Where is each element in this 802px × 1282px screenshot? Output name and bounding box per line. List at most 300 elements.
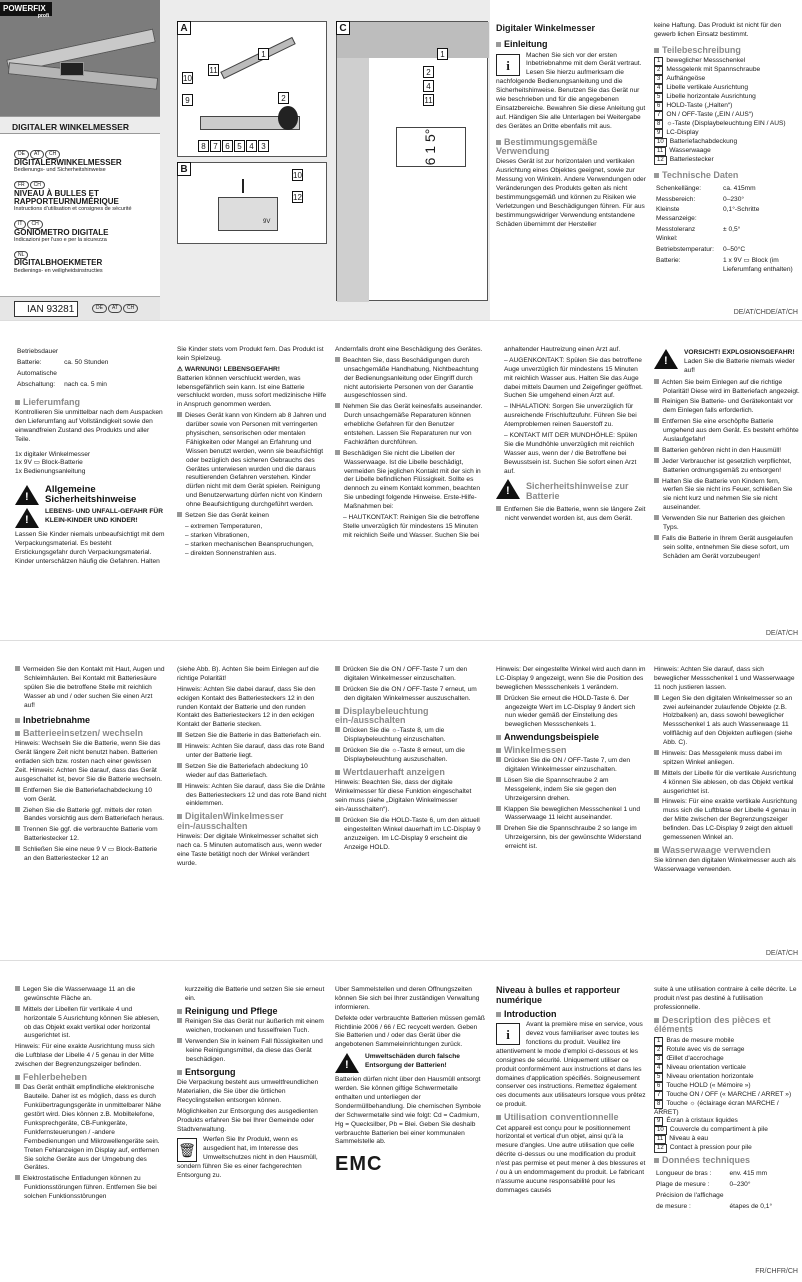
- figure-c-label: C: [336, 21, 350, 35]
- bullet-icon: [177, 763, 182, 768]
- bullet-icon: [177, 1018, 182, 1023]
- bullet-icon: [654, 515, 659, 520]
- teile-item: [654, 102, 802, 111]
- p3-c3d: Drücken Sie die HOLD-Taste 6, um den aktuell eingestellten Winkel dauerhaft im LC-Display 9 anzuzeigen. Im LC-Display 9 erscheint die Anzeige HOLD.: [335, 817, 485, 853]
- p2-c4a: anhaltender Hautreizung einen Arzt auf.: [504, 346, 621, 353]
- p1-col2: [654, 22, 802, 312]
- lang-badges-fr: FR CH: [14, 181, 154, 190]
- bullet-icon: [654, 418, 659, 423]
- part-number: 1: [654, 1037, 663, 1046]
- part-number: 8: [654, 120, 663, 129]
- part-number: 3: [654, 75, 663, 84]
- p2-lief-item: 1x digitaler Winkelmesser: [15, 450, 91, 458]
- warning-icon: [654, 349, 678, 369]
- bullet-icon: [654, 398, 659, 403]
- lang-badges-it: IT CH: [14, 220, 154, 229]
- part-label: Touche HOLD (« Mémoire »): [666, 1081, 751, 1089]
- figure-a-num-9: 9: [182, 94, 193, 106]
- p4-c1a-list: [15, 986, 165, 1041]
- p3-c4b: Drücken Sie erneut die HOLD-Taste 6. Der angezeigte Wert im LC-Display 9 ändert sich nun wieder gemäß der Einstellung des beweglichen Messschenkels 1.: [496, 695, 646, 731]
- p3-col1: [15, 666, 165, 951]
- spec-value: étapes de 0,1°: [729, 1202, 773, 1210]
- p2-c5-list: [654, 379, 800, 562]
- p3-c5b-list: [654, 695, 800, 843]
- teile-item: [654, 57, 802, 66]
- bullet-icon: [177, 743, 182, 748]
- bullet-item: Drücken Sie die ON / OFF-Taste 7, um den digitalen Winkelmesser einzuschalten.: [496, 757, 646, 775]
- p3-col2: [177, 666, 327, 951]
- part-number: 1: [654, 57, 663, 66]
- page-band-2: [0, 320, 802, 640]
- part-label: Niveau à eau: [669, 1135, 709, 1143]
- bullet-icon: [177, 1038, 182, 1043]
- p2-col4: [496, 346, 646, 631]
- figure-a-num-8: 8: [198, 140, 209, 152]
- part-label: Niveau orientation verticale: [666, 1063, 746, 1071]
- bullet-icon: [15, 846, 20, 851]
- display-image: [60, 62, 84, 76]
- spec-key: Betriebstemperatur:: [656, 246, 714, 253]
- bullet-item: Drücken Sie die ☼-Taste 8 erneut, um die Displaybeleuchtung auszuschalten.: [335, 747, 485, 765]
- part-label: Rotule avec vis de serrage: [666, 1045, 745, 1053]
- desc-item: [654, 1091, 800, 1100]
- bullet-item: Hinweis: Für eine exakte vertikale Ausrichtung muss sich die Luftblase der Libelle 4 genau in der Mitte zwischen der Begrenzungszeiger befinden. Das LC-Display 9 zeigt den aktuell gemessenen Winkel an.: [654, 798, 800, 842]
- teile-item: [654, 66, 802, 75]
- bullet-item: Hinweis: Achten Sie darauf, dass Sie die Drähte des Batteriesteckers 12 und das rote Band nicht einklemmen.: [177, 783, 327, 810]
- desc-item: [654, 1135, 800, 1144]
- bullet-item: Legen Sie den digitalen Winkelmesser so an zwei aufeinander zulaufende Objekte (z.B. Holzbalken) an, dass sowohl beweglicher Messschenkel 1 als auch Wasserwaage 11 vollflächig auf den Objekten aufliegen (siehe Abb. C).: [654, 695, 800, 748]
- part-label: Touche ☼ (éclairage écran MARCHE / ARRET): [654, 1099, 779, 1116]
- p4-fr-title: Niveau à bulles et rapporteur numérique: [496, 986, 621, 1005]
- p2-c2d: Setzen Sie das Gerät keinen: [177, 512, 327, 521]
- p4-col1: [15, 986, 165, 1271]
- bullet-icon: [654, 750, 659, 755]
- figure-b-num-10: 10: [293, 171, 302, 180]
- spec-value: env. 415 mm: [729, 1169, 768, 1177]
- figure-a-num-6: 6: [222, 140, 233, 152]
- figure-a-num-5: 5: [234, 140, 245, 152]
- desc-item: [654, 1055, 800, 1064]
- cover-sub-fr: Instructions d'utilisation et consignes de sécurité: [14, 206, 132, 213]
- spec-value: [64, 348, 112, 357]
- bullet-item: Trennen Sie ggf. die verbrauchte Batterie vom Batteriestecker 12.: [15, 826, 165, 844]
- bullet-icon: [654, 379, 659, 384]
- part-label: Aufhängeöse: [666, 75, 706, 83]
- desc-item: [654, 1046, 800, 1055]
- figure-a-num-7: 7: [210, 140, 221, 152]
- part-label: HOLD-Taste („Halten“): [666, 102, 733, 110]
- p1-col1: [496, 22, 646, 312]
- p4-c3-heading: ! Umweltschäden durch falsche Entsorgung der Batterien!: [335, 1053, 485, 1073]
- bullet-item: Elektrostatische Entladungen können zu Funktionsstörungen führen. Entfernen Sie bei solchen Funktionsstörungen: [15, 1175, 165, 1202]
- p1-best-text: Dieses Gerät ist zur horizontalen und vertikalen Ausrichtung eines Objektes geeignet, sowie zur Messung von Winkeln. Andere Verwendungen oder Veränderungen des Produkts gelten als nicht bestimmungsgemäß und können zu Risiken wie Verletzungen und Beschädigungen führen. Für aus bestimmungswidriger Verwendung entstandene Schäden übernimmt der Hersteller: [496, 158, 646, 228]
- p4-rein-heading: Reinigung und Pflege: [177, 1007, 327, 1016]
- part-number: 4: [654, 84, 663, 93]
- p1-cont-text: keine Haftung. Das Produkt ist nicht für den gewerb lichen Einsatz bestimmt.: [654, 22, 782, 38]
- bullet-item: Reinigen Sie das Gerät nur äußerlich mit einem weichen, trockenen und fusselfreien Tuch.: [177, 1018, 327, 1036]
- bullet-item: Lösen Sie die Spannschraube 2 am Messgelenk, indem Sie sie gegen den Uhrzeigersinn drehen.: [496, 777, 646, 804]
- teile-item: [654, 75, 802, 84]
- p4-c1b: Hinweis: Für eine exakte Ausrichtung muss sich die Luftblase der Libelle 4 / 5 genau in der Mitte zwischen der Begrenzungszeiger befinden.: [15, 1043, 155, 1069]
- part-number: 10: [654, 1126, 667, 1135]
- part-number: 5: [654, 1073, 663, 1082]
- p3-bat-heading: Batterieeinsetzen/ wechseln: [15, 729, 165, 738]
- p4-intro-heading: Introduction: [496, 1010, 646, 1019]
- figure-c-post: [337, 58, 369, 302]
- part-number: 6: [654, 1082, 663, 1091]
- p3-anw-heading: Anwendungsbeispiele: [496, 733, 646, 742]
- bullet-item: Reinigen Sie Batterie- und Gerätekontakt vor dem Einlegen falls erforderlich.: [654, 398, 800, 416]
- bullet-icon: [654, 798, 659, 803]
- lang-badges-de: DE AT CH: [14, 150, 154, 159]
- p3-wert-heading: Wertdauerhaft anzeigen: [335, 768, 485, 777]
- p1-footer: DE/AT/CHDE/AT/CH: [733, 309, 798, 316]
- cover-title-nl: DIGITALBHOEKMETER: [14, 258, 103, 268]
- p2-lief-heading: Lieferumfang: [15, 398, 165, 407]
- part-number: 11: [654, 1135, 666, 1144]
- bullet-icon: [15, 1175, 20, 1180]
- bullet-item: Halten Sie die Batterie von Kindern fern, werfen Sie sie nicht ins Feuer, schließen Sie sie nicht kurz und nehmen Sie sie nicht auseinander.: [654, 478, 800, 514]
- p4-c2e: Werfen Sie Ihr Produkt, wenn es ausgedient hat, im Interesse des Umweltschutzes nicht in den Hausmüll, sondern führen Sie es einer fachgerechten Entsorgung zu.: [177, 1136, 318, 1180]
- spec-key: Messtoleranz Winkel:: [656, 226, 696, 243]
- desc-item: [654, 1100, 800, 1118]
- spec-key: de mesure :: [656, 1202, 691, 1210]
- teile-item: [654, 156, 802, 165]
- part-label: Messgelenk mit Spannschraube: [666, 66, 761, 74]
- info-icon: i: [496, 1023, 520, 1045]
- p3-c1b: Hinweis: Wechseln Sie die Batterie, wenn Sie das Gerät längere Zeit nicht benutzt haben. Batterien entladen sich bzw. rosten nach einer gewissen Zeit. Hinweis: Achten Sie darauf, dass das Gerät ausgeschaltet ist, bevor Sie die Batterie wechseln.: [15, 740, 162, 783]
- p4-c2b-list: [177, 1018, 327, 1064]
- bullet-item: Ziehen Sie die Batterie ggf. mittels der roten Bandes vorsichtig aus dem Batteriefach heraus.: [15, 807, 165, 825]
- bullet-icon: [15, 807, 20, 812]
- p3-c2d: Hinweis: Der digitale Winkelmesser schaltet sich nach ca. 5 Minuten automatisch aus, wenn weder eine Taste betätigt noch der Winkel verändert wurde.: [177, 833, 322, 867]
- spec-row: [656, 196, 800, 205]
- teile-list: [654, 57, 802, 165]
- part-label: Libelle vertikale Ausrichtung: [666, 84, 749, 92]
- cover-title-it: GONIOMETRO DIGITALE: [14, 227, 109, 237]
- spec-value: ± 0,5°: [723, 226, 741, 234]
- p2-w1: ! LEBENS- UND UNFALL-GEFAHR FÜR KLEIN-KINDER UND KINDER!: [15, 508, 165, 528]
- desc-item: [654, 1064, 800, 1073]
- bullet-item: Hinweis: Das Messgelenk muss dabei im spitzen Winkel anliegen.: [654, 750, 800, 768]
- p3-c4c-list: [496, 757, 646, 852]
- p2-c3b: Beachten Sie, dass Beschädigungen durch unsachgemäße Handhabung, Nichtbeachtung der Bedienungsanleitung oder Eingriff durch nicht autorisierte Personen von der Garantie ausgeschlossen sind.: [335, 357, 485, 401]
- bullet-item: Hinweis: Achten Sie darauf, dass das rote Band unter der Batterie liegt.: [177, 743, 327, 761]
- bullet-item: Drücken Sie die ☼-Taste 8, um die Displaybeleuchtung einzuschalten.: [335, 727, 485, 745]
- bullet-icon: [496, 806, 501, 811]
- bullet-item: Setzen Sie die Batterie in das Batteriefach ein.: [177, 732, 327, 741]
- figure-a: [177, 21, 327, 157]
- p2-col3: [335, 346, 485, 631]
- bullet-icon: [15, 787, 20, 792]
- p2-c3e: – HAUTKONTAKT: Reinigen Sie die betroffene Stelle unverzüglich für mindestens 15 Minuten mit reichlich Seife und Wasser. Suchen Sie bei: [343, 514, 480, 539]
- page-band-4: [0, 960, 802, 1282]
- bullet-icon: [335, 727, 340, 732]
- bullet-icon: [177, 783, 182, 788]
- p3-c3b-list: [335, 727, 485, 765]
- p4-c3b: Defekte oder verbrauchte Batterien müssen gemäß Richtlinie 2006 / 66 / EC recycelt werden. Geben Sie Batterien und / oder das Gerät über die angebotenen Sammeleinrichtungen zurück.: [335, 1014, 485, 1049]
- figure-b-num-12: 12: [293, 193, 302, 202]
- p3-wink-heading: Winkelmessen: [496, 746, 646, 755]
- p2-w5: ! VORSICHT! EXPLOSIONSGEFAHR! Laden Sie die Batterie niemals wieder auf!: [654, 349, 800, 376]
- figure-a-joint: [278, 106, 298, 130]
- bullet-item: Legen Sie die Wasserwaage 11 an die gewünschte Fläche an.: [15, 986, 165, 1004]
- bullet-item: Mittels der Libellen für vertikale 4 und horizontale 5 Ausrichtung können Sie ablesen, ob das Objekt exakt vertikal oder horizontal ausgerichtet ist.: [15, 1006, 165, 1042]
- spec-value: ca. 50 Stunden: [64, 358, 109, 366]
- p3-c3c: Hinweis: Beachten Sie, dass der digitale Winkelmesser für diese Funktion eingeschaltet sein muss (siehe „Digitalen Winkelmesser ein-/ausschalten“).: [335, 779, 472, 814]
- bullet-icon: [496, 825, 501, 830]
- cover-sub-nl: Bedienings- en veiligheidsinstructies: [14, 267, 103, 274]
- p4-don-heading: Données techniques: [654, 1156, 800, 1165]
- p2-warn2: ⚠ WARNUNG! LEBENSGEFAHR!: [177, 365, 280, 373]
- bullet-item: Mittels der Libelle für die vertikale Ausrichtung 4 können Sie ablesen, ob das Objekt vertikal ausgerichtet ist.: [654, 770, 800, 797]
- figure-a-num-10: 10: [183, 74, 192, 83]
- figure-a-num-11: 11: [209, 66, 218, 75]
- p4-c2a: kurzzeitig die Batterie und setzen Sie sie erneut ein.: [185, 986, 325, 1002]
- p3-c2b: Hinweis: Achten Sie dabei darauf, dass Sie den eckigen Kontakt des Batteriesteckers 12 in den runden Kontakt der Batterie und den runden Kontakt des Batteriesteckers 12 in den eckigen Kontakt der Batterie stecken.: [177, 685, 316, 729]
- info-icon: i: [496, 54, 520, 76]
- p3-c4a: Hinweis: Der eingestellte Winkel wird auch dann im LC-Display 9 angezeigt, wenn Sie die Position des beweglichen Messschenkels 1 verändern.: [496, 666, 646, 691]
- p2-c3a: Andernfalls droht eine Beschädigung des Gerätes.: [335, 346, 483, 353]
- ian-bar: [0, 296, 160, 320]
- teile-item: [654, 93, 802, 102]
- figure-c-beam-top: [337, 22, 489, 58]
- p4-c3c: Batterien dürfen nicht über den Hausmüll entsorgt werden. Sie können giftige Schwermetalle enthalten und unterliegen der Sondermüllbehandlung. Die chemischen Symbole der Schwermetalle sind wie folgt: Cd = Cadmium, Hg = Quecksilber, Pb = Blei. Geben Sie deshalb verbrauchte Batterien bei einer kommunalen Sammelstelle ab.: [335, 1076, 481, 1146]
- bullet-icon: [654, 695, 659, 700]
- spec-key: Plage de mesure :: [656, 1180, 710, 1188]
- spec-key: Abschaltung:: [17, 380, 56, 388]
- p1-teile-heading: Teilebeschreibung: [654, 46, 802, 55]
- spec-key: Batterie:: [656, 256, 681, 264]
- part-label: LC-Display: [666, 129, 699, 137]
- p4-c5a: suite à une utilisation contraire à celle décrite. Le produit n'est pas destiné à l'utilisation professionnelle.: [654, 986, 797, 1011]
- spec-key: Kleinste Messanzeige:: [656, 206, 697, 223]
- spec-row: [17, 359, 112, 368]
- spec-key: Messbereich:: [656, 195, 696, 203]
- p2-c2b: Batterien können verschluckt werden, was lebensgefährlich sein kann. Ist eine Batterie verschluckt worden, muss sofort medizinische Hilfe in Anspruch genommen werden.: [177, 374, 327, 409]
- spec-key: Automatische: [17, 369, 57, 377]
- p3-col3: [335, 666, 485, 951]
- tech-table: [654, 183, 802, 277]
- p4-col5: [654, 986, 800, 1271]
- figure-a-label: A: [177, 21, 191, 35]
- p4-ents-heading: Entsorgung: [177, 1068, 327, 1077]
- warning-icon: [335, 1053, 359, 1073]
- desc-item: [654, 1037, 800, 1046]
- part-number: 10: [654, 138, 667, 147]
- p1-tech-heading: Technische Daten: [654, 171, 802, 180]
- p1-einl-heading: Einleitung: [496, 40, 646, 49]
- bullet-item: Drücken Sie die ON / OFF-Taste 7 erneut, um den digitalen Winkelmesser auszuschalten.: [335, 686, 485, 704]
- p2-c3c: Nehmen Sie das Gerät keinesfalls auseinander. Durch unsachgemäße Reparaturen können erhebliche Gefahren für den Benutzer entstehen. Lassen Sie Reparaturen nur von Fachkräften durchführen.: [335, 403, 485, 447]
- p1-best-heading: Bestimmungsgemäße Verwendung: [496, 136, 598, 157]
- bullet-icon: [177, 732, 182, 737]
- part-number: 12: [654, 156, 667, 165]
- spec-key: Schenkellänge:: [656, 184, 702, 192]
- spec-value: ca. 415mm: [723, 184, 756, 192]
- language-list: [14, 150, 154, 281]
- p1-title: Digitaler Winkelmesser: [496, 23, 595, 33]
- p3-col5: [654, 666, 800, 951]
- p4-footer: FR/CHFR/CH: [755, 1268, 798, 1275]
- battery-image: 9V: [218, 197, 278, 231]
- p2-c2d-item: – direkten Sonnenstrahlen aus.: [185, 549, 277, 557]
- spec-row: [17, 370, 112, 379]
- cover-sub-it: Indicazioni per l'uso e per la sicurezza: [14, 237, 107, 244]
- p2-c4c: – INHALATION: Sorgen Sie unverzüglich für ausreichende Frischluftzufuhr. Führen Sie bei Atemproblemen reinen Sauerstoff zu.: [504, 403, 637, 429]
- p2-lief-item: 1x Bedienungsanleitung: [15, 468, 86, 476]
- spec-key: Betriebsdauer: [17, 348, 59, 355]
- desc-item: [654, 1144, 800, 1153]
- bullet-icon: [15, 826, 20, 831]
- p2-w1-text: Lassen Sie Kinder niemals unbeaufsichtigt mit dem Verpackungsmaterial. Es besteht Erstickungsgefahr durch Verpackungsmaterial. Kinder unterschätzen häufig die Gefahren. Halten: [15, 531, 165, 565]
- figure-c-num-11: 11: [424, 96, 433, 105]
- spec-key: Longueur de bras :: [656, 1169, 712, 1177]
- p2-top-table: [15, 346, 114, 392]
- part-label: Œillet d'accrochage: [666, 1054, 724, 1062]
- bullet-item: Verwenden Sie nur Batterien des gleichen Typs.: [654, 515, 800, 533]
- bullet-item: Drücken Sie die ON / OFF-Taste 7 um den digitalen Winkelmesser einzuschalten.: [335, 666, 485, 684]
- p2-sich-heading: ! Allgemeine Sicherheitshinweise: [15, 485, 165, 505]
- spec-value: 0–50°C: [723, 246, 746, 253]
- bullet-item: Achten Sie beim Einlegen auf die richtige Polarität! Diese wird im Batteriefach angezeigt.: [654, 379, 800, 397]
- figure-a-num-2: 2: [278, 92, 289, 104]
- brand-logo: POWERFIX profi: [0, 2, 52, 16]
- p2-lief-text: Kontrollieren Sie unmittelbar nach dem Auspacken den Lieferumfang auf Vollständigkeit sowie den einwandfreien Zustand des Produkts und aller Teile.: [15, 409, 163, 443]
- part-number: 3: [654, 1055, 663, 1064]
- p3-c2c-list: [177, 732, 327, 809]
- bullet-icon: [654, 447, 659, 452]
- bullet-icon: [335, 747, 340, 752]
- page-band-1: [0, 0, 802, 320]
- product-title: DIGITALER WINKELMESSER: [0, 116, 160, 134]
- cover-title-fr-a: NIVEAU À BULLES ET: [14, 188, 99, 198]
- part-label: Couvercle du compartiment à pile: [669, 1126, 768, 1134]
- bullet-item: Drehen Sie die Spannschraube 2 so lange im Uhrzeigersinn, bis der gewünschte Widerstand erreicht ist.: [496, 825, 646, 852]
- p3-col4: [496, 666, 646, 951]
- p4-c4a: Avant la première mise en service, vous devez vous familiariser avec toutes les fonctions du produit. Veuillez lire attentivement le mode d'emploi ci-dessous et les consignes de sécurité. Uniquement utiliser ce produit conformément aux instructions et dans les domaines d'application spécifiés. Soigneusement conserver ces instructions. Remettez également ces documents aux utilisateurs lorsque vous prêtez ce produit.: [496, 1021, 646, 1109]
- teile-item: [654, 120, 802, 129]
- p4-c2c: Die Verpackung besteht aus umweltfreundlichen Materialien, die Sie über die örtlichen Recyclingstellen entsorgen können.: [177, 1079, 319, 1104]
- p2-c2d-item: – starken Vibrationen,: [185, 531, 250, 539]
- teile-item: [654, 129, 802, 138]
- bullet-item: Setzen Sie die Batteriefach abdeckung 10 wieder auf das Batteriefach.: [177, 763, 327, 781]
- bullet-icon: [15, 1084, 20, 1089]
- p2-c4d: – KONTAKT MIT DER MUNDHÖHLE: Spülen Sie die Mundhöhle unverzüglich mit reichlich Wasser aus, wenn der / die Betroffene bei Bewusstsein ist. Suchen Sie sofort einen Arzt auf.: [504, 432, 638, 475]
- part-label: Bras de mesure mobile: [666, 1036, 735, 1044]
- p4-fehl-heading: Fehlerbeheben: [15, 1073, 165, 1082]
- part-label: Batteriefachabdeckung: [669, 138, 738, 146]
- part-label: Touche ON / OFF (« MARCHE / ARRET »): [666, 1090, 792, 1098]
- figure-a-num-row: [198, 140, 269, 152]
- spec-key: Batterie:: [17, 358, 42, 366]
- bullet-item: Schließen Sie eine neue 9 V ▭ Block-Batterie an den Batteriestecker 12 an: [15, 846, 165, 864]
- bullet-item: Jeder Verbraucher ist gesetzlich verpflichtet, Batterien ordnungsgemäß zu entsorgen!: [654, 458, 800, 476]
- p3-wass-heading: Wasserwaage verwenden: [654, 846, 800, 855]
- part-number: 6: [654, 102, 663, 111]
- bullet-item: Batterien gehören nicht in den Hausmüll!: [654, 447, 800, 456]
- cover-sub-de: Bedienungs- und Sicherheitshinweise: [14, 167, 106, 174]
- spec-value: 0,1°-Schritte: [723, 206, 760, 214]
- p2-c2a: Sie Kinder stets vom Produkt fern. Das Produkt ist kein Spielzeug.: [177, 346, 324, 362]
- p4-c3a: Über Sammelstellen und deren Öffnungszeiten können Sie sich bei Ihrer zuständigen Verwaltung informieren.: [335, 986, 480, 1011]
- part-number: 7: [654, 1091, 663, 1100]
- spec-value: [729, 1192, 776, 1201]
- p2-c2c: Dieses Gerät kann von Kindern ab 8 Jahren und darüber sowie von Personen mit verringerten physischen, sensorischen oder mentalen Fähigkeiten oder Mangel an Erfahrung und Wissen benutzt werden, wenn sie beaufsichtigt oder bezüglich des sicheren Gebrauchs des Gerätes unterwiesen wurden und die daraus resultierenden Gefahren verstehen. Kinder dürfen nicht mit dem Gerät spielen. Reinigung und Benutzerwartung dürfen nicht von Kindern ohne Beaufsichtigung durchgeführt werden.: [177, 412, 327, 510]
- spec-row: [656, 246, 800, 255]
- p2-footer: DE/AT/CH: [765, 630, 798, 637]
- bullet-item: Entfernen Sie die Batteriefachabdeckung 10 vom Gerät.: [15, 787, 165, 805]
- p2-c3d: Beschädigen Sie nicht die Libellen der Wasserwaage. Ist die Libelle beschädigt, vermeiden Sie jeglichen Kontakt mit der sich in der Libelle befindlichen Flüssigkeit. Sollte es dennoch zu einem Kontakt kommen, beachten Sie unbedingt folgende Hinweise. Erste-Hilfe-Maßnahmen bei:: [335, 450, 485, 512]
- part-number: 5: [654, 93, 663, 102]
- spec-key: Précision de l'affichage: [656, 1191, 724, 1199]
- p2-c2d-item: – extremen Temperaturen,: [185, 522, 263, 530]
- bullet-item: Falls die Batterie in Ihrem Gerät ausgelaufen sein sollte, entnehmen Sie diese sofort, um Schäden am Gerät vorzubeugen!: [654, 535, 800, 562]
- part-label: Niveau orientation horizontale: [666, 1072, 754, 1080]
- teile-item: [654, 138, 802, 147]
- desc-item: [654, 1073, 800, 1082]
- spec-row: [656, 1181, 776, 1190]
- warning-icon: [15, 508, 39, 528]
- spec-value: [64, 370, 112, 379]
- p2-lief-item: 1x 9V ▭ Block-Batterie: [15, 459, 83, 467]
- bullet-icon: [335, 686, 340, 691]
- p4-c4b: Cet appareil est conçu pour le positionnement horizontal et vertical d'un objet, ainsi qu'à la mesure d'angles. Une autre utilisation que celle décrite ci-dessus ou une modification du produit n'est pas permise et peut mener à des blessures et / ou à un endommagement du produit. Le fabricant n'assume aucune responsabilité pour les dommages causés: [496, 1124, 646, 1194]
- part-label: ON / OFF-Taste („EIN / AUS“): [666, 111, 754, 119]
- emc-logo: EMC: [335, 1153, 383, 1176]
- spec-row: [656, 185, 800, 194]
- bullet-icon: [496, 777, 501, 782]
- wheelie-bin-icon: 🗑: [177, 1138, 197, 1162]
- part-number: 2: [654, 1046, 663, 1055]
- warning-icon: [496, 479, 520, 499]
- p3-c5c: Sie können den digitalen Winkelmesser auch als Wasserwaage verwenden.: [654, 857, 796, 874]
- teile-item: [654, 84, 802, 93]
- teile-item: [654, 147, 802, 156]
- figure-a-num-4: 4: [246, 140, 257, 152]
- part-label: Wasserwaage: [669, 147, 711, 155]
- p2-c4b: – AUGENKONTAKT: Spülen Sie das betroffene Auge unverzüglich für mindestens 15 Minuten mit reichlich Wasser aus. Halten Sie das Auge dabei mittels Daumen und Zeigefinger geöffnet. Suchen Sie umgehend einen Arzt auf.: [504, 356, 643, 400]
- figure-c-num-4: 4: [423, 80, 434, 92]
- p3-inb-heading: Inbetriebnahme: [15, 716, 165, 725]
- part-number: 8: [654, 1100, 663, 1109]
- cover-panel: [0, 0, 160, 320]
- bullet-icon: [15, 1006, 20, 1011]
- spec-value: 0–230°: [729, 1180, 751, 1188]
- figure-c-num-2: 2: [423, 66, 434, 78]
- part-number: 12: [654, 1144, 667, 1153]
- p2-col2: [177, 346, 327, 631]
- p3-c1c-list: [15, 787, 165, 864]
- bullet-item: Das Gerät enthält empfindliche elektronische Bauteile. Daher ist es möglich, dass es durch Funkübertragungsgeräte in unmittelbarer Nähe gestört wird. Dies können z.B. Mobiltelefone, Funksprechgeräte, CB-Funkgeräte, Funkfernsteuerungen / -andere Fernbedienungen und Mikrowellengeräte sein. Treten Fehlanzeigen im Display auf, entfernen Sie solche Geräte aus der Umgebung des Gerätes.: [15, 1084, 165, 1173]
- p2-c2d-item: – starken mechanischen Beanspruchungen,: [185, 540, 314, 548]
- p4-col2: [177, 986, 327, 1271]
- part-label: Batteriestecker: [669, 156, 714, 164]
- bullet-icon: [15, 986, 20, 991]
- p3-c5a: Hinweis: Achten Sie darauf, dass sich beweglicher Messschenkel 1 und Wasserwaage 11 noch justieren lassen.: [654, 666, 795, 691]
- p2-c4e: Entfernen Sie die Batterie, wenn sie längere Zeit nicht verwendet worden ist, aus dem Gerät.: [496, 506, 646, 524]
- p3-dig-heading: DigitalenWinkelmesser ein-/ausschalten: [177, 811, 284, 831]
- figures-panel: [160, 0, 490, 320]
- p4-col4: [496, 986, 646, 1271]
- p2-col5: [654, 346, 800, 631]
- ian-number: IAN 93281: [14, 301, 78, 317]
- bullet-item: Klappen Sie beweglichen Messschenkel 1 und Wasserwaage 11 leicht auseinander.: [496, 806, 646, 824]
- part-number: 4: [654, 1064, 663, 1073]
- page-band-3: [0, 640, 802, 960]
- part-label: Contact à pression pour pile: [669, 1144, 752, 1152]
- p4-c2d: Möglichkeiten zur Entsorgung des ausgedienten Produkts erfahren Sie bei Ihrer Gemeinde oder Stadtverwaltung.: [177, 1107, 318, 1133]
